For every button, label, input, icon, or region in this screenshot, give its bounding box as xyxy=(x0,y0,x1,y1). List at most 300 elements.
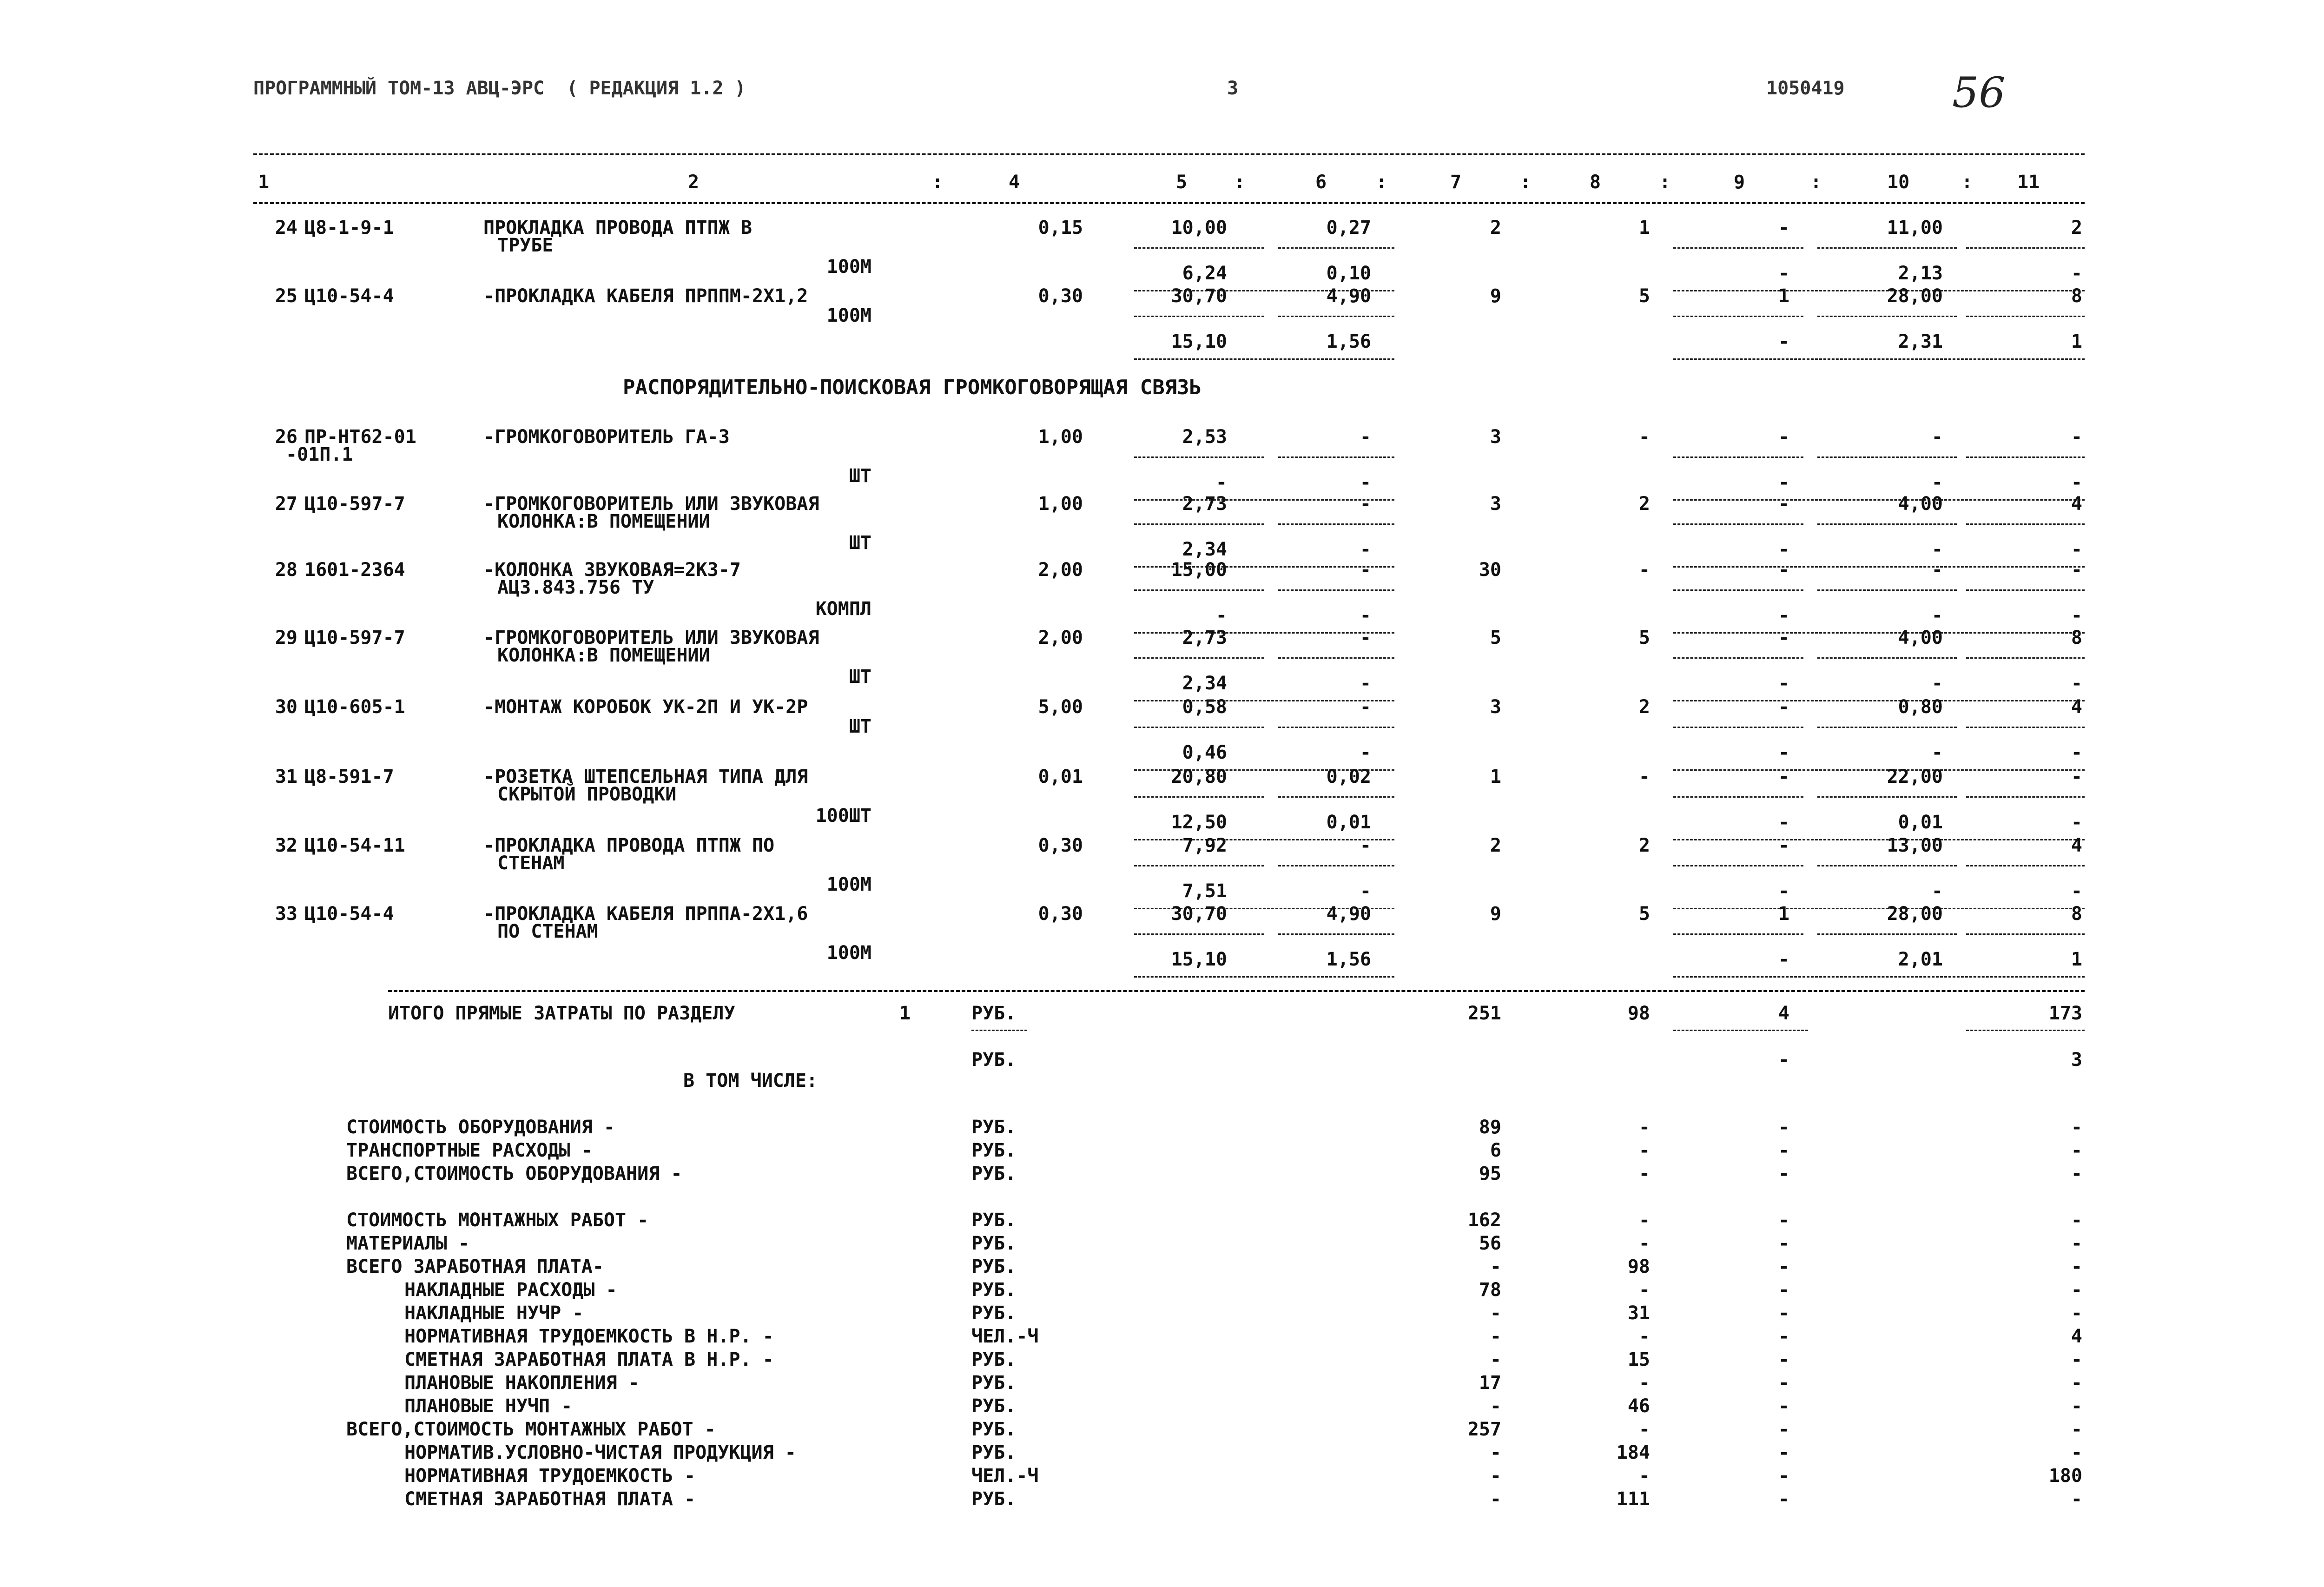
row-code: Ц10-54-4 xyxy=(304,903,394,925)
summary-cell-9: - xyxy=(1778,1140,1789,1161)
row-cell-11-lower: 1 xyxy=(2071,949,2082,970)
row-number: 29 xyxy=(275,627,297,648)
row-rule xyxy=(1673,796,1803,798)
summary-unit: РУБ. xyxy=(971,1163,1017,1184)
row-cell-11-lower: - xyxy=(2071,880,2082,902)
row-cell-10-lower: - xyxy=(1931,673,1943,694)
summary-cell-8: - xyxy=(1638,1419,1650,1440)
row-quantity: 0,01 xyxy=(1038,766,1083,787)
row-cell-9-lower: - xyxy=(1778,880,1789,902)
row-rule-lower xyxy=(1134,976,1394,978)
row-cell-9: - xyxy=(1778,835,1789,856)
row-cell-6-lower: 1,56 xyxy=(1326,949,1371,970)
row-rule xyxy=(1134,865,1264,866)
row-name-continued: КОЛОНКА:В ПОМЕЩЕНИИ xyxy=(497,511,710,532)
summary-cell-11: - xyxy=(2071,1140,2082,1161)
column-separator: : xyxy=(1234,172,1246,193)
row-cell-11: 8 xyxy=(2071,903,2082,925)
row-cell-10-lower: 2,31 xyxy=(1898,331,1943,352)
row-cell-10: - xyxy=(1931,559,1943,581)
summary-unit: РУБ. xyxy=(971,1303,1017,1324)
row-cell-8: - xyxy=(1638,559,1650,581)
summary-cell-7: - xyxy=(1490,1488,1501,1510)
row-cell-5: 7,92 xyxy=(1182,835,1227,856)
summary-cell-11: - xyxy=(2071,1372,2082,1394)
summary-cell-8: - xyxy=(1638,1117,1650,1138)
summary-label: НАКЛАДНЫЕ НУЧР - xyxy=(404,1303,584,1324)
row-cell-11: 4 xyxy=(2071,493,2082,515)
row-code: ПР-НТ62-01 xyxy=(304,426,416,448)
row-rule xyxy=(1278,657,1394,659)
row-rule xyxy=(1817,589,1957,591)
row-cell-5: 2,73 xyxy=(1182,493,1227,515)
row-cell-7: 30 xyxy=(1479,559,1501,581)
summary-cell-9: - xyxy=(1778,1163,1789,1184)
summary-cell-9: - xyxy=(1778,1117,1789,1138)
row-cell-6: - xyxy=(1360,559,1371,581)
row-rule xyxy=(1966,796,2085,798)
summary-cell-7: 89 xyxy=(1479,1117,1501,1138)
summary-cell-11: - xyxy=(2071,1488,2082,1510)
summary-cell-8: - xyxy=(1638,1233,1650,1254)
row-rule xyxy=(1673,456,1803,458)
row-cell-11-lower: - xyxy=(2071,539,2082,560)
summary-unit: РУБ. xyxy=(971,1442,1017,1463)
summary-unit: РУБ. xyxy=(971,1419,1017,1440)
total-unit: РУБ. xyxy=(971,1003,1017,1024)
row-quantity: 0,30 xyxy=(1038,835,1083,856)
row-cell-7: 3 xyxy=(1490,493,1501,515)
row-code-continued: -01П.1 xyxy=(286,444,353,465)
row-code: Ц10-605-1 xyxy=(304,696,405,718)
row-unit: ШТ xyxy=(849,532,872,554)
row-unit: ШТ xyxy=(849,465,872,487)
row-rule xyxy=(1278,865,1394,866)
row-quantity: 1,00 xyxy=(1038,493,1083,515)
row-cell-8: 5 xyxy=(1638,903,1650,925)
row-cell-5: 2,53 xyxy=(1182,426,1227,448)
summary-cell-8: 31 xyxy=(1627,1303,1650,1324)
row-cell-9: 1 xyxy=(1778,903,1789,925)
row-number: 33 xyxy=(275,903,297,925)
row-cell-8: 2 xyxy=(1638,835,1650,856)
row-cell-6-lower: - xyxy=(1360,539,1371,560)
row-name-continued: ПО СТЕНАМ xyxy=(497,921,598,942)
column-separator: : xyxy=(1961,172,1973,193)
row-cell-6: - xyxy=(1360,696,1371,718)
row-cell-11: - xyxy=(2071,766,2082,787)
total-cell-11-lower: 3 xyxy=(2071,1049,2082,1071)
row-cell-5: 0,58 xyxy=(1182,696,1227,718)
section-title: РАСПОРЯДИТЕЛЬНО-ПОИСКОВАЯ ГРОМКОГОВОРЯЩАЯ СВЯЗЬ xyxy=(623,376,1202,399)
summary-cell-7: - xyxy=(1490,1303,1501,1324)
row-rule xyxy=(1673,247,1803,249)
summary-cell-11: - xyxy=(2071,1303,2082,1324)
row-number: 31 xyxy=(275,766,297,787)
summary-cell-7: 56 xyxy=(1479,1233,1501,1254)
summary-label: ВСЕГО ЗАРАБОТНАЯ ПЛАТА- xyxy=(346,1256,604,1277)
row-cell-10: - xyxy=(1931,426,1943,448)
row-rule xyxy=(1966,657,2085,659)
row-quantity: 0,30 xyxy=(1038,285,1083,307)
summary-cell-9: - xyxy=(1778,1465,1789,1487)
row-cell-6: - xyxy=(1360,493,1371,515)
row-cell-6: - xyxy=(1360,627,1371,648)
row-cell-8: 1 xyxy=(1638,217,1650,238)
row-rule xyxy=(1134,933,1264,935)
row-rule xyxy=(1817,523,1957,525)
summary-cell-8: 15 xyxy=(1627,1349,1650,1370)
row-cell-5: 20,80 xyxy=(1171,766,1227,787)
summary-unit: РУБ. xyxy=(971,1349,1017,1370)
row-rule xyxy=(1817,727,1957,728)
summary-cell-7: - xyxy=(1490,1256,1501,1277)
summary-label: ТРАНСПОРТНЫЕ РАСХОДЫ - xyxy=(346,1140,593,1161)
total-cell-9: 4 xyxy=(1778,1003,1789,1024)
column-separator: : xyxy=(1376,172,1387,193)
row-cell-10: 28,00 xyxy=(1887,903,1943,925)
summary-cell-9: - xyxy=(1778,1442,1789,1463)
total-rule xyxy=(1966,1030,2085,1031)
row-rule xyxy=(1134,316,1264,317)
row-rule xyxy=(1673,589,1803,591)
row-cell-11-lower: 1 xyxy=(2071,331,2082,352)
row-cell-5: 2,73 xyxy=(1182,627,1227,648)
row-cell-10-lower: - xyxy=(1931,605,1943,626)
summary-cell-8: - xyxy=(1638,1326,1650,1347)
row-quantity: 1,00 xyxy=(1038,426,1083,448)
summary-cell-8: - xyxy=(1638,1465,1650,1487)
row-cell-7: 9 xyxy=(1490,285,1501,307)
summary-cell-9: - xyxy=(1778,1303,1789,1324)
row-cell-8: 2 xyxy=(1638,493,1650,515)
summary-label: НАКЛАДНЫЕ РАСХОДЫ - xyxy=(404,1279,617,1301)
row-unit: 100М xyxy=(826,874,872,895)
row-unit: 100ШТ xyxy=(815,805,872,827)
row-cell-11: 4 xyxy=(2071,835,2082,856)
row-rule xyxy=(1278,247,1394,249)
summary-cell-11: - xyxy=(2071,1163,2082,1184)
row-cell-9: - xyxy=(1778,217,1789,238)
summary-unit: ЧЕЛ.-Ч xyxy=(971,1326,1039,1347)
row-name-continued: КОЛОНКА:В ПОМЕЩЕНИИ xyxy=(497,645,710,666)
row-cell-5: 30,70 xyxy=(1171,903,1227,925)
summary-unit: РУБ. xyxy=(971,1210,1017,1231)
column-number: 4 xyxy=(1009,172,1020,193)
row-cell-10-lower: 0,01 xyxy=(1898,812,1943,833)
total-label: ИТОГО ПРЯМЫЕ ЗАТРАТЫ ПО РАЗДЕЛУ xyxy=(388,1003,735,1024)
row-rule xyxy=(1134,657,1264,659)
row-unit: КОМПЛ xyxy=(815,598,872,620)
summary-label: ВСЕГО,СТОИМОСТЬ ОБОРУДОВАНИЯ - xyxy=(346,1163,682,1184)
summary-cell-8: 184 xyxy=(1616,1442,1650,1463)
summary-cell-7: - xyxy=(1490,1395,1501,1417)
row-cell-6: 4,90 xyxy=(1326,903,1371,925)
row-cell-9-lower: - xyxy=(1778,472,1789,493)
summary-cell-8: 98 xyxy=(1627,1256,1650,1277)
summary-unit: РУБ. xyxy=(971,1372,1017,1394)
row-rule xyxy=(1673,727,1803,728)
summary-cell-9: - xyxy=(1778,1488,1789,1510)
row-cell-9-lower: - xyxy=(1778,263,1789,284)
summary-cell-8: - xyxy=(1638,1372,1650,1394)
row-cell-5-lower: 12,50 xyxy=(1171,812,1227,833)
row-cell-7: 2 xyxy=(1490,217,1501,238)
handwritten-mark: 56 xyxy=(1952,68,2006,117)
column-separator: : xyxy=(1810,172,1822,193)
summary-unit: ЧЕЛ.-Ч xyxy=(971,1465,1039,1487)
total-cell-7: 251 xyxy=(1467,1003,1501,1024)
row-name: -МОНТАЖ КОРОБОК УК-2П И УК-2Р xyxy=(483,696,808,718)
row-name-continued: СКРЫТОЙ ПРОВОДКИ xyxy=(497,784,677,805)
row-cell-10-lower: - xyxy=(1931,742,1943,763)
column-separator: : xyxy=(932,172,944,193)
row-rule xyxy=(1278,933,1394,935)
header-top-rule xyxy=(253,153,2085,155)
row-cell-10: 22,00 xyxy=(1887,766,1943,787)
row-cell-11-lower: - xyxy=(2071,812,2082,833)
row-cell-9-lower: - xyxy=(1778,673,1789,694)
row-cell-6: - xyxy=(1360,835,1371,856)
summary-cell-11: - xyxy=(2071,1349,2082,1370)
row-name: -ГРОМКОГОВОРИТЕЛЬ ИЛИ ЗВУКОВАЯ xyxy=(483,627,819,648)
row-cell-11: 8 xyxy=(2071,285,2082,307)
row-rule xyxy=(1134,247,1264,249)
row-rule xyxy=(1966,727,2085,728)
summary-cell-8: 46 xyxy=(1627,1395,1650,1417)
summary-unit: РУБ. xyxy=(971,1488,1017,1510)
row-number: 26 xyxy=(275,426,297,448)
row-cell-10: 4,00 xyxy=(1898,627,1943,648)
summary-label: СТОИМОСТЬ ОБОРУДОВАНИЯ - xyxy=(346,1117,615,1138)
summary-cell-9: - xyxy=(1778,1372,1789,1394)
row-rule xyxy=(1134,456,1264,458)
row-rule xyxy=(1966,933,2085,935)
row-cell-11: - xyxy=(2071,559,2082,581)
row-cell-6-lower: 1,56 xyxy=(1326,331,1371,352)
row-rule xyxy=(1817,865,1957,866)
row-name-continued: АЦЗ.843.756 ТУ xyxy=(497,577,654,598)
row-cell-8: 5 xyxy=(1638,285,1650,307)
row-cell-11: 4 xyxy=(2071,696,2082,718)
row-cell-9: - xyxy=(1778,426,1789,448)
row-cell-5-lower: 2,34 xyxy=(1182,539,1227,560)
row-rule xyxy=(1673,865,1803,866)
summary-label: СТОИМОСТЬ МОНТАЖНЫХ РАБОТ - xyxy=(346,1210,649,1231)
column-number: 11 xyxy=(2017,172,2040,193)
row-name: -ПРОКЛАДКА КАБЕЛЯ ПРППМ-2Х1,2 xyxy=(483,285,808,307)
summary-cell-8: - xyxy=(1638,1163,1650,1184)
row-quantity: 5,00 xyxy=(1038,696,1083,718)
summary-cell-11: - xyxy=(2071,1442,2082,1463)
summary-cell-9: - xyxy=(1778,1349,1789,1370)
row-cell-11-lower: - xyxy=(2071,742,2082,763)
summary-cell-8: - xyxy=(1638,1210,1650,1231)
row-code: Ц8-591-7 xyxy=(304,766,394,787)
summary-unit: РУБ. xyxy=(971,1256,1017,1277)
column-separator: : xyxy=(1659,172,1671,193)
column-number: 5 xyxy=(1176,172,1188,193)
summary-label: НОРМАТИВНАЯ ТРУДОЕМКОСТЬ В Н.Р. - xyxy=(404,1326,774,1347)
row-rule xyxy=(1134,523,1264,525)
row-cell-9: - xyxy=(1778,696,1789,718)
row-cell-9: - xyxy=(1778,559,1789,581)
row-rule xyxy=(1134,589,1264,591)
column-number: 8 xyxy=(1590,172,1601,193)
row-number: 28 xyxy=(275,559,297,581)
total-unit-rule xyxy=(971,1030,1027,1031)
column-number: 1 xyxy=(258,172,270,193)
summary-label: ВСЕГО,СТОИМОСТЬ МОНТАЖНЫХ РАБОТ - xyxy=(346,1419,716,1440)
row-rule xyxy=(1278,523,1394,525)
row-unit: 100М xyxy=(826,256,872,278)
summary-cell-7: - xyxy=(1490,1349,1501,1370)
row-rule xyxy=(1817,456,1957,458)
header-bottom-rule xyxy=(253,202,2085,204)
total-section-number: 1 xyxy=(899,1003,911,1024)
column-number: 7 xyxy=(1450,172,1462,193)
row-cell-6-lower: 0,10 xyxy=(1326,263,1371,284)
row-cell-9: - xyxy=(1778,766,1789,787)
row-quantity: 2,00 xyxy=(1038,627,1083,648)
row-rule-lower xyxy=(1673,976,2085,978)
row-cell-11: 2 xyxy=(2071,217,2082,238)
row-cell-7: 3 xyxy=(1490,696,1501,718)
row-cell-10: 11,00 xyxy=(1887,217,1943,238)
row-rule xyxy=(1966,316,2085,317)
document-number: 1050419 xyxy=(1766,78,1845,99)
row-cell-6-lower: - xyxy=(1360,880,1371,902)
row-rule xyxy=(1817,796,1957,798)
summary-label: СМЕТНАЯ ЗАРАБОТНАЯ ПЛАТА - xyxy=(404,1488,696,1510)
row-rule xyxy=(1966,456,2085,458)
row-name: -ПРОКЛАДКА КАБЕЛЯ ПРППА-2Х1,6 xyxy=(483,903,808,925)
row-code: Ц8-1-9-1 xyxy=(304,217,394,238)
row-cell-5-lower: 15,10 xyxy=(1171,949,1227,970)
row-cell-9-lower: - xyxy=(1778,539,1789,560)
row-name: -КОЛОНКА ЗВУКОВАЯ=2КЗ-7 xyxy=(483,559,741,581)
row-cell-10-lower: 2,13 xyxy=(1898,263,1943,284)
row-rule xyxy=(1966,865,2085,866)
row-cell-5-lower: 6,24 xyxy=(1182,263,1227,284)
summary-cell-7: 17 xyxy=(1479,1372,1501,1394)
column-number: 6 xyxy=(1315,172,1327,193)
row-rule xyxy=(1817,316,1957,317)
row-cell-6-lower: - xyxy=(1360,742,1371,763)
row-rule xyxy=(1817,657,1957,659)
row-rule-lower xyxy=(1673,358,2085,360)
row-cell-5-lower: 15,10 xyxy=(1171,331,1227,352)
row-cell-10-lower: - xyxy=(1931,880,1943,902)
summary-unit: РУБ. xyxy=(971,1395,1017,1417)
row-rule xyxy=(1278,589,1394,591)
summary-cell-11: - xyxy=(2071,1395,2082,1417)
row-cell-11: - xyxy=(2071,426,2082,448)
row-cell-10: 13,00 xyxy=(1887,835,1943,856)
row-cell-5-lower: 0,46 xyxy=(1182,742,1227,763)
row-cell-5: 10,00 xyxy=(1171,217,1227,238)
row-cell-7: 1 xyxy=(1490,766,1501,787)
summary-cell-11: - xyxy=(2071,1279,2082,1301)
row-rule xyxy=(1966,523,2085,525)
row-cell-10-lower: 2,01 xyxy=(1898,949,1943,970)
column-number: 2 xyxy=(688,172,700,193)
row-name: ПРОКЛАДКА ПРОВОДА ПТПЖ В xyxy=(483,217,752,238)
row-cell-6-lower: - xyxy=(1360,472,1371,493)
total-cell-11: 173 xyxy=(2048,1003,2082,1024)
row-number: 27 xyxy=(275,493,297,515)
summary-cell-9: - xyxy=(1778,1210,1789,1231)
row-unit: 100М xyxy=(826,942,872,964)
row-rule xyxy=(1966,589,2085,591)
summary-label: НОРМАТИВ.УСЛОВНО-ЧИСТАЯ ПРОДУКЦИЯ - xyxy=(404,1442,796,1463)
row-cell-9: - xyxy=(1778,493,1789,515)
row-cell-6: - xyxy=(1360,426,1371,448)
summary-cell-9: - xyxy=(1778,1279,1789,1301)
row-cell-7: 2 xyxy=(1490,835,1501,856)
summary-cell-8: 111 xyxy=(1616,1488,1650,1510)
row-rule xyxy=(1134,796,1264,798)
row-cell-5-lower: - xyxy=(1215,472,1227,493)
row-cell-5-lower: 7,51 xyxy=(1182,880,1227,902)
row-cell-6: 4,90 xyxy=(1326,285,1371,307)
row-name-continued: ТРУБЕ xyxy=(497,235,554,256)
row-number: 24 xyxy=(275,217,297,238)
row-rule xyxy=(1673,523,1803,525)
row-cell-7: 5 xyxy=(1490,627,1501,648)
row-unit: ШТ xyxy=(849,666,872,688)
total-unit-lower: РУБ. xyxy=(971,1049,1017,1071)
summary-cell-7: - xyxy=(1490,1465,1501,1487)
total-rule xyxy=(1673,1030,1808,1031)
row-name: -ГРОМКОГОВОРИТЕЛЬ ИЛИ ЗВУКОВАЯ xyxy=(483,493,819,515)
summary-cell-9: - xyxy=(1778,1256,1789,1277)
row-cell-6: 0,02 xyxy=(1326,766,1371,787)
row-cell-8: 2 xyxy=(1638,696,1650,718)
row-unit: 100М xyxy=(826,305,872,326)
program-header: ПРОГРАММНЫЙ ТОМ-13 АВЦ-ЭРС ( РЕДАКЦИЯ 1.2 ) xyxy=(253,78,746,99)
summary-label: ПЛАНОВЫЕ НУЧП - xyxy=(404,1395,573,1417)
row-cell-6-lower: - xyxy=(1360,673,1371,694)
row-name: -РОЗЕТКА ШТЕПСЕЛЬНАЯ ТИПА ДЛЯ xyxy=(483,766,808,787)
summary-cell-11: - xyxy=(2071,1256,2082,1277)
summary-cell-11: - xyxy=(2071,1419,2082,1440)
row-cell-10-lower: - xyxy=(1931,539,1943,560)
row-cell-11-lower: - xyxy=(2071,263,2082,284)
row-cell-6-lower: - xyxy=(1360,605,1371,626)
row-code: Ц10-597-7 xyxy=(304,493,405,515)
row-rule xyxy=(1673,657,1803,659)
row-name-continued: СТЕНАМ xyxy=(497,853,565,874)
row-number: 25 xyxy=(275,285,297,307)
total-cell-9-lower: - xyxy=(1778,1049,1789,1071)
row-cell-5-lower: - xyxy=(1215,605,1227,626)
row-rule xyxy=(1673,316,1803,317)
row-cell-8: - xyxy=(1638,766,1650,787)
row-unit: ШТ xyxy=(849,716,872,737)
row-cell-9: 1 xyxy=(1778,285,1789,307)
row-code: Ц10-54-4 xyxy=(304,285,394,307)
total-cell-8: 98 xyxy=(1627,1003,1650,1024)
row-number: 32 xyxy=(275,835,297,856)
row-rule xyxy=(1966,247,2085,249)
row-cell-5-lower: 2,34 xyxy=(1182,673,1227,694)
row-cell-6-lower: 0,01 xyxy=(1326,812,1371,833)
summary-cell-11: - xyxy=(2071,1233,2082,1254)
row-quantity: 2,00 xyxy=(1038,559,1083,581)
summary-label: МАТЕРИАЛЫ - xyxy=(346,1233,469,1254)
row-rule xyxy=(1278,727,1394,728)
